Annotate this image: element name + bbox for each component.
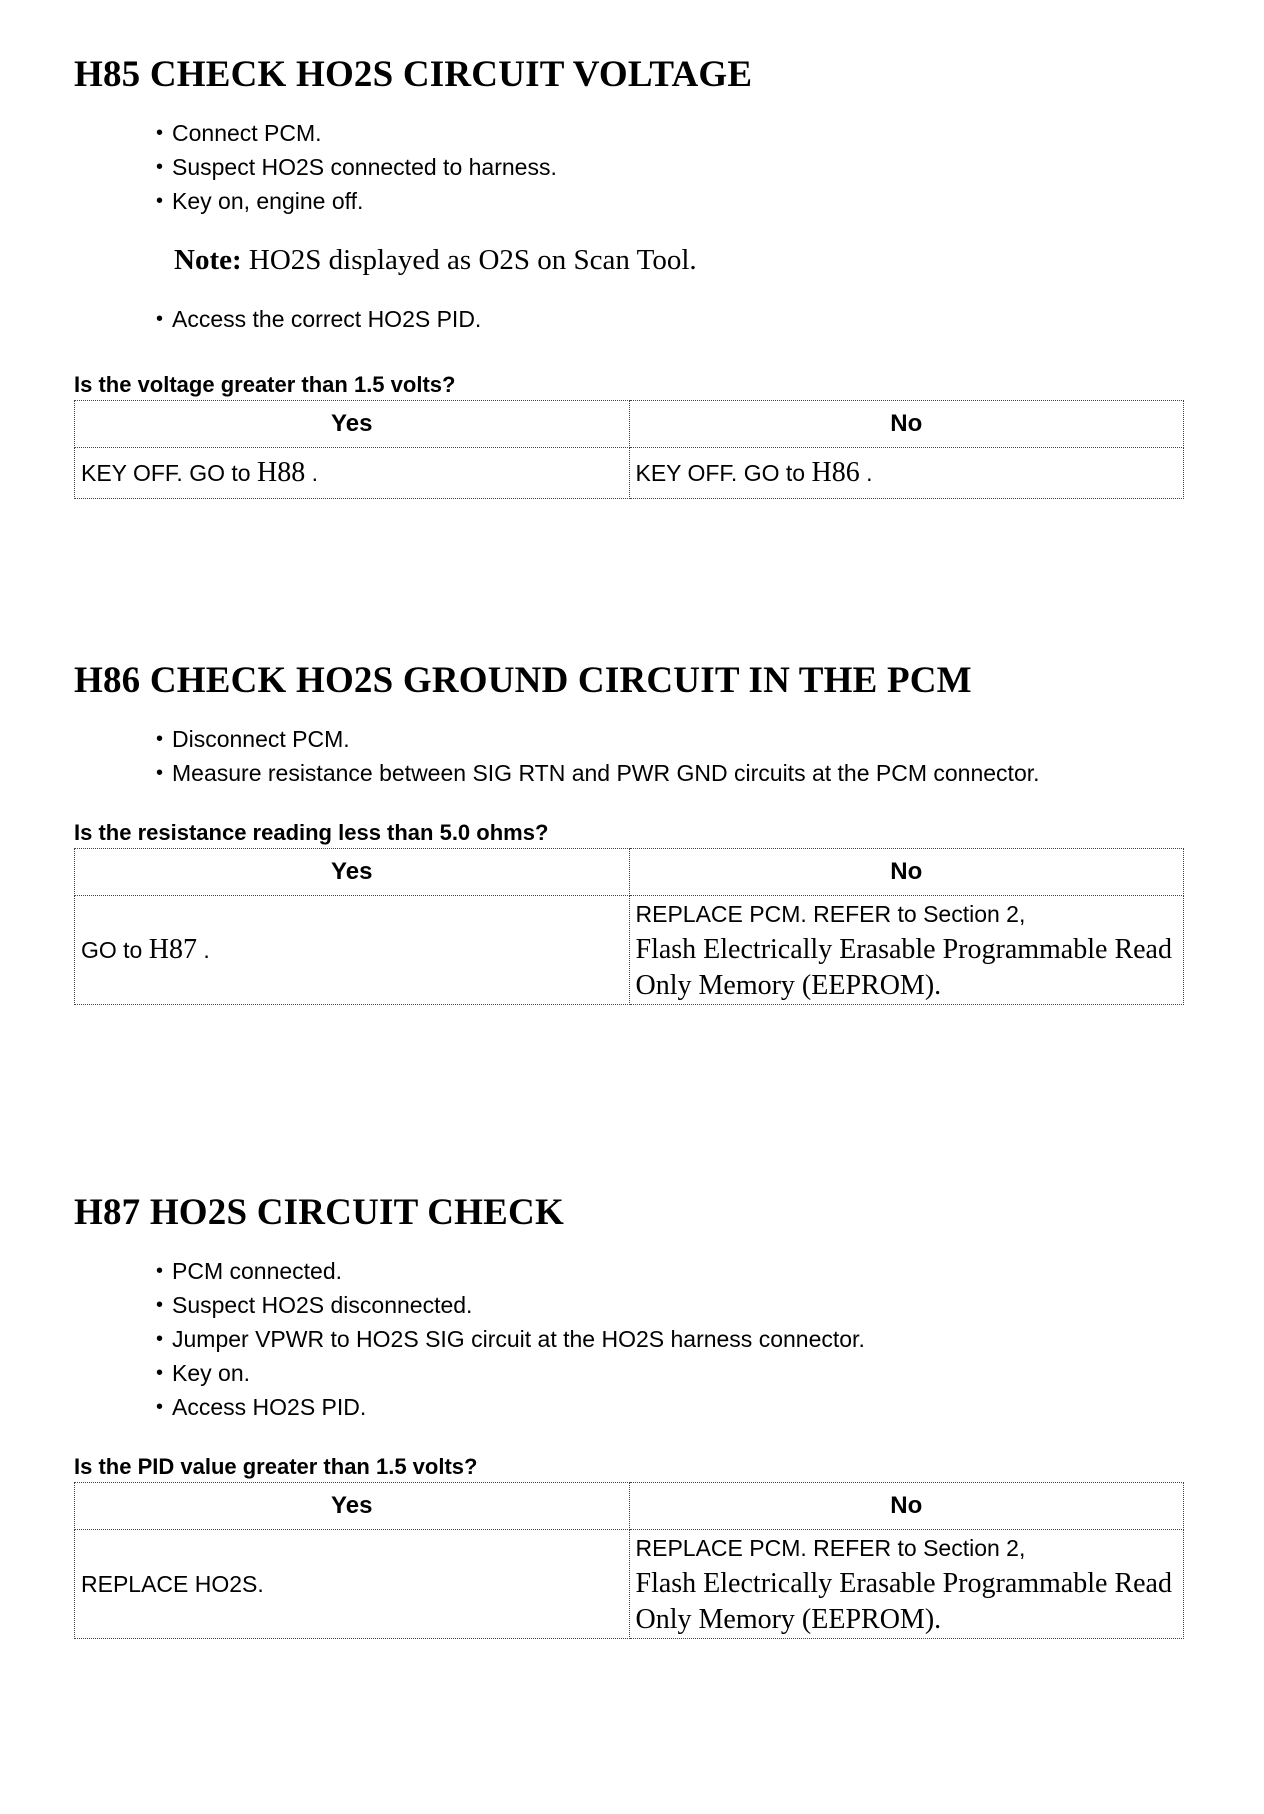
no-suffix: . [859, 460, 873, 486]
yes-header: Yes [75, 401, 630, 448]
question: Is the voltage greater than 1.5 volts? [74, 372, 456, 397]
step-item: • Key on, engine off. [156, 184, 1184, 218]
section-title: H86 CHECK HO2S GROUND CIRCUIT IN THE PCM [74, 660, 972, 701]
step-item: • Suspect HO2S disconnected. [156, 1288, 1184, 1322]
no-text: KEY OFF. GO to [635, 460, 812, 486]
decision-table [74, 1482, 1184, 1639]
decision-table [74, 848, 1184, 1005]
step-item: • Access HO2S PID. [156, 1390, 1184, 1424]
yes-text: GO to [81, 937, 149, 963]
section-h85 [74, 52, 1184, 499]
yes-link-h88[interactable]: H88 [256, 457, 306, 488]
yes-suffix: . [305, 460, 318, 486]
step-item: • Key on. [156, 1356, 1184, 1390]
no-cell [629, 448, 1184, 499]
note [174, 240, 1184, 280]
question: Is the resistance reading less than 5.0 ohms? [74, 820, 549, 845]
no-header: No [629, 401, 1184, 448]
section-title: H85 CHECK HO2S CIRCUIT VOLTAGE [74, 54, 753, 95]
yes-header: Yes [75, 849, 630, 896]
question: Is the PID value greater than 1.5 volts? [74, 1454, 478, 1479]
section-title: H87 HO2S CIRCUIT CHECK [74, 1192, 564, 1233]
step-list [74, 722, 1184, 790]
decision-table [74, 400, 1184, 499]
step-list [74, 1254, 1184, 1424]
step-item: • Disconnect PCM. [156, 722, 1184, 756]
no-cell [629, 896, 1184, 1005]
eeprom-link[interactable]: Flash Electrically Erasable Programmable Read Only Memory (EEPROM). [635, 934, 1172, 1001]
no-header: No [629, 849, 1184, 896]
section-h87 [74, 1190, 1184, 1639]
yes-link-h87[interactable]: H87 [148, 934, 197, 965]
step-item: • Suspect HO2S connected to harness. [156, 150, 1184, 184]
step-list [74, 116, 1184, 218]
step-item: • Access the correct HO2S PID. [156, 302, 1184, 336]
yes-suffix: . [196, 937, 210, 963]
no-text: REPLACE PCM. REFER to Section 2, [635, 901, 1026, 927]
note-text: HO2S displayed as O2S on Scan Tool. [248, 244, 697, 276]
yes-header: Yes [75, 1483, 630, 1530]
no-text: REPLACE PCM. REFER to Section 2, [635, 1535, 1026, 1561]
step-item: • PCM connected. [156, 1254, 1184, 1288]
yes-cell: REPLACE HO2S. [75, 1530, 630, 1639]
yes-cell [75, 896, 630, 1005]
yes-text: KEY OFF. GO to [81, 460, 257, 486]
yes-cell [75, 448, 630, 499]
no-cell [629, 1530, 1184, 1639]
step-list-after [74, 302, 1184, 336]
no-header: No [629, 1483, 1184, 1530]
note-label: Note: [174, 244, 242, 276]
step-item: • Measure resistance between SIG RTN and PWR GND circuits at the PCM connector. [156, 756, 1184, 790]
no-link-h86[interactable]: H86 [811, 457, 860, 488]
eeprom-link[interactable]: Flash Electrically Erasable Programmable Read Only Memory (EEPROM). [635, 1568, 1172, 1635]
section-h86 [74, 658, 1184, 1005]
step-item: • Jumper VPWR to HO2S SIG circuit at the HO2S harness connector. [156, 1322, 1184, 1356]
step-item: • Connect PCM. [156, 116, 1184, 150]
